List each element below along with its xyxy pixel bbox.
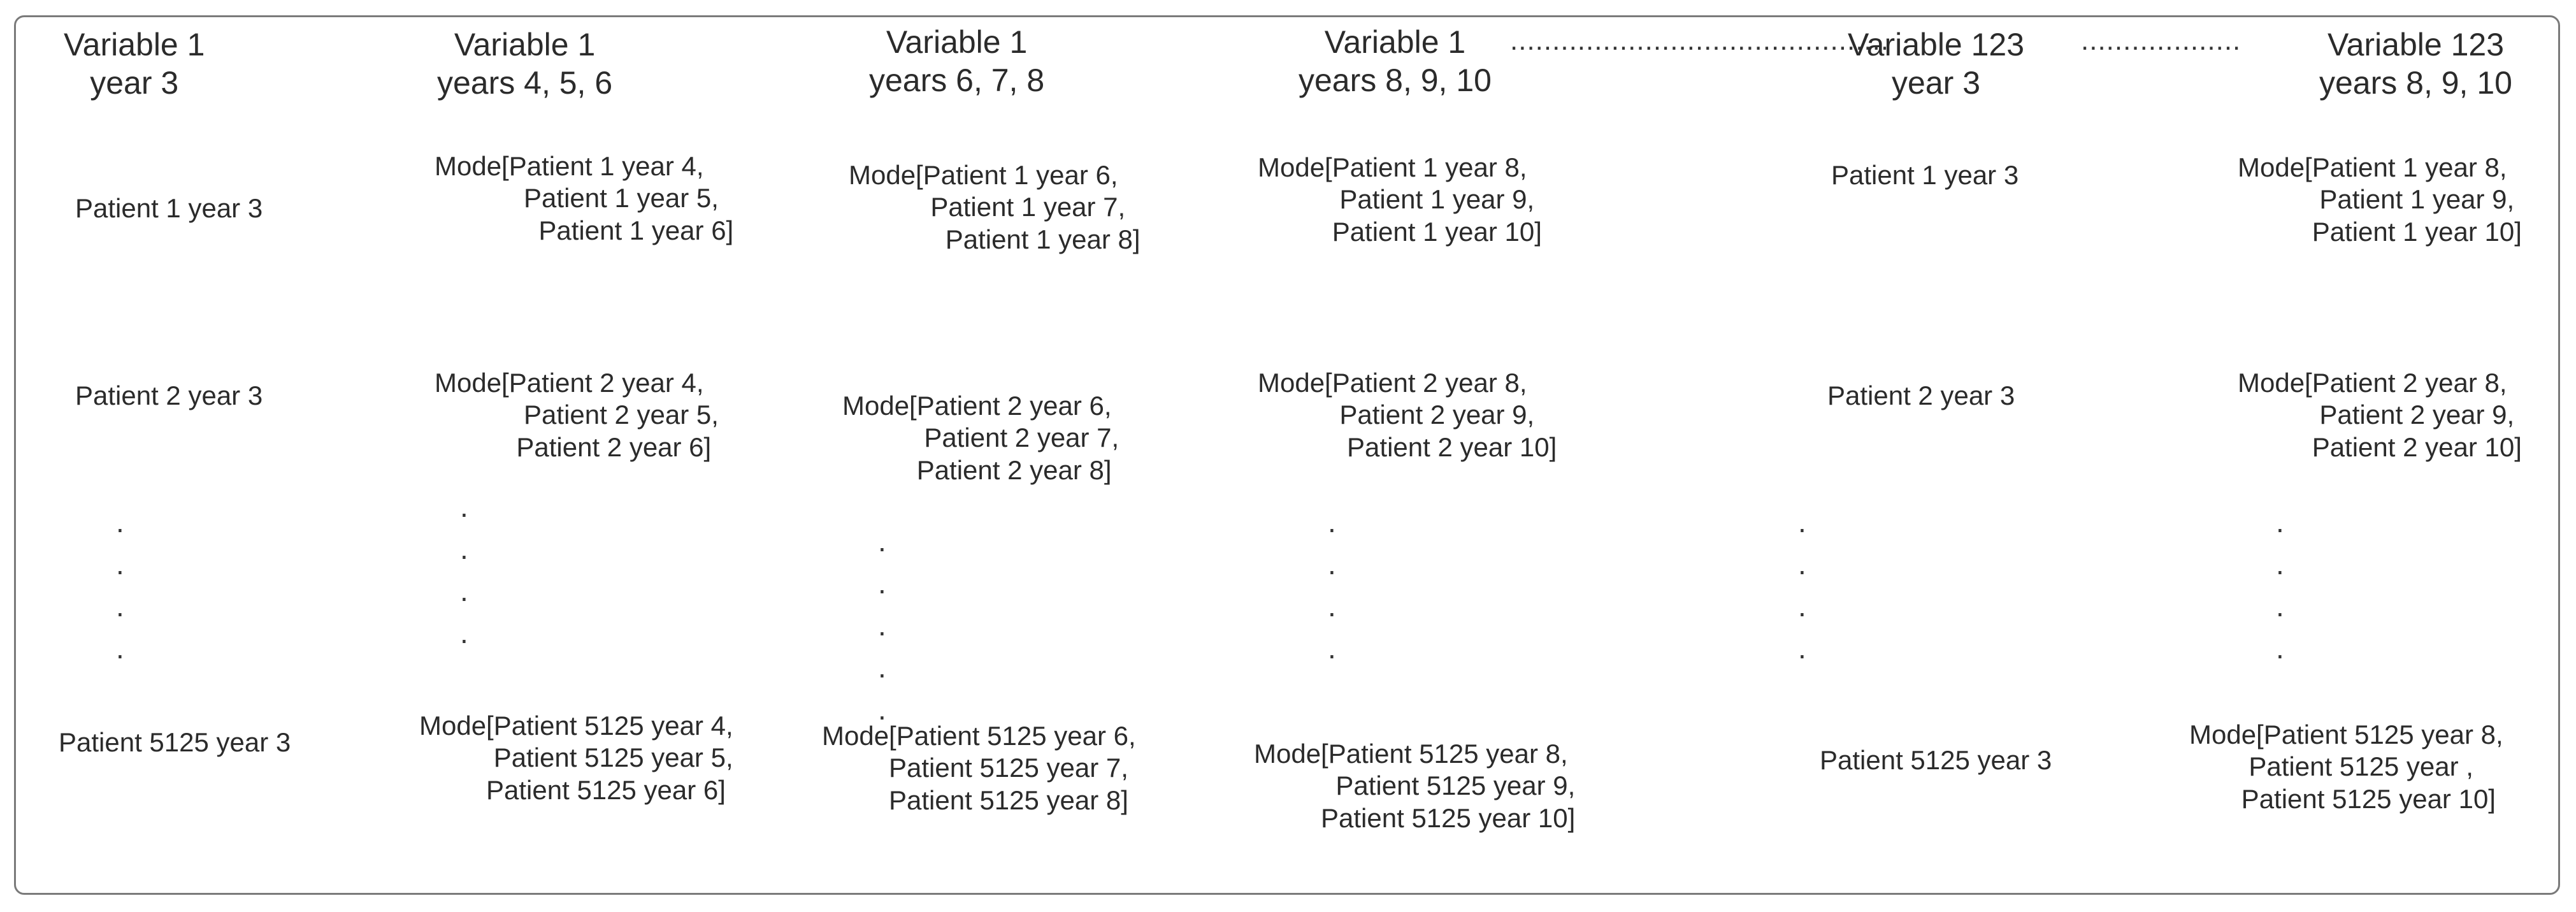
column-header-var1-year3: Variable 1 year 3 — [64, 27, 205, 101]
cell-patient5125-var123-years8910: Mode[Patient 5125 year 8, Patient 5125 year , Patient 5125 year 10] — [2189, 720, 2503, 814]
header-ellipsis-separator: ............................................. — [1510, 25, 1890, 56]
row-ellipsis: . . . . — [116, 505, 124, 665]
row-ellipsis: . . . . — [1798, 505, 1806, 665]
row-ellipsis: . . . . — [460, 490, 468, 649]
row-ellipsis: . . . . . — [878, 525, 886, 726]
cell-patient2-var123-year3: Patient 2 year 3 — [1827, 380, 2015, 410]
column-header-var1-years8910: Variable 1 years 8, 9, 10 — [1299, 24, 1492, 98]
cell-patient1-var1-years456: Mode[Patient 1 year 4, Patient 1 year 5, Patient 1 year 6] — [435, 151, 734, 245]
cell-patient5125-var1-years456: Mode[Patient 5125 year 4, Patient 5125 year 5, Patient 5125 year 6] — [419, 711, 733, 805]
cell-patient2-var1-years456: Mode[Patient 2 year 4, Patient 2 year 5, Patient 2 year 6] — [435, 368, 719, 462]
header-ellipsis-separator: ................... — [2081, 25, 2241, 56]
row-ellipsis: . . . . — [2276, 505, 2284, 665]
cell-patient2-var123-years8910: Mode[Patient 2 year 8, Patient 2 year 9, Patient 2 year 10] — [2238, 368, 2522, 462]
row-ellipsis: . . . . — [1328, 505, 1336, 665]
column-header-var1-years456: Variable 1 years 4, 5, 6 — [437, 27, 613, 101]
cell-patient1-var1-years8910: Mode[Patient 1 year 8, Patient 1 year 9, Patient 1 year 10] — [1258, 152, 1542, 247]
column-header-var123-years8910: Variable 123 years 8, 9, 10 — [2319, 27, 2512, 101]
cell-patient2-var1-years678: Mode[Patient 2 year 6, Patient 2 year 7, Patient 2 year 8] — [842, 391, 1119, 485]
column-header-var123-year3: Variable 123 year 3 — [1848, 27, 2025, 101]
cell-patient5125-var1-year3: Patient 5125 year 3 — [59, 727, 291, 757]
cell-patient1-var123-year3: Patient 1 year 3 — [1831, 160, 2019, 190]
cell-patient2-var1-year3: Patient 2 year 3 — [75, 380, 263, 410]
cell-patient5125-var1-years8910: Mode[Patient 5125 year 8, Patient 5125 year 9, Patient 5125 year 10] — [1254, 739, 1576, 833]
cell-patient2-var1-years8910: Mode[Patient 2 year 8, Patient 2 year 9, Patient 2 year 10] — [1258, 368, 1557, 462]
cell-patient5125-var123-year3: Patient 5125 year 3 — [1820, 745, 2052, 775]
cell-patient1-var1-year3: Patient 1 year 3 — [75, 193, 263, 223]
cell-patient1-var1-years678: Mode[Patient 1 year 6, Patient 1 year 7, Patient 1 year 8] — [849, 160, 1140, 254]
column-header-var1-years678: Variable 1 years 6, 7, 8 — [869, 24, 1045, 98]
cell-patient1-var123-years8910: Mode[Patient 1 year 8, Patient 1 year 9, Patient 1 year 10] — [2238, 152, 2522, 247]
cell-patient5125-var1-years678: Mode[Patient 5125 year 6, Patient 5125 year 7, Patient 5125 year 8] — [822, 721, 1136, 815]
